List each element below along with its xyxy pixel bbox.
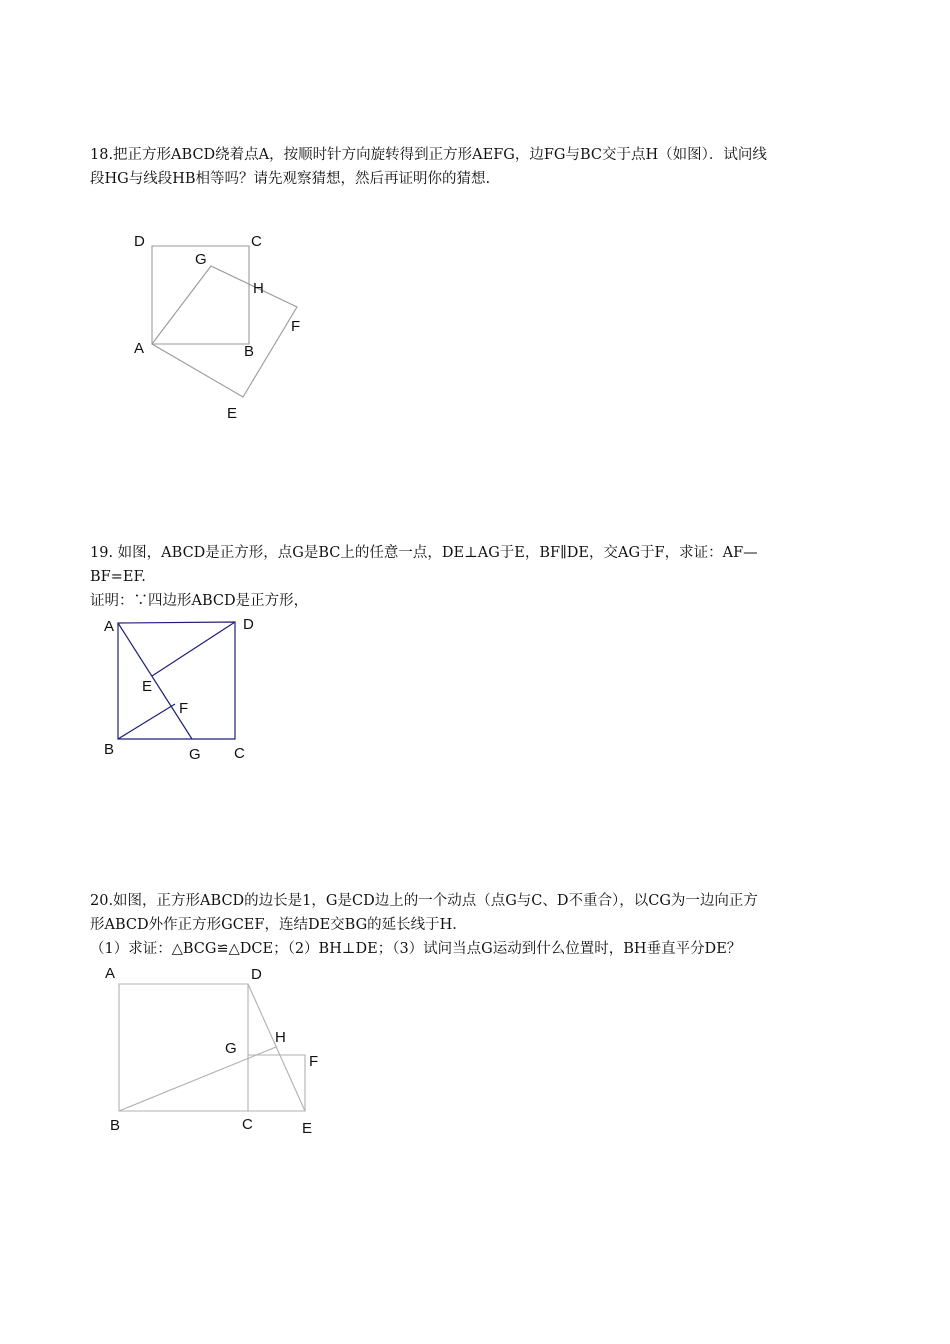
label-e-19: E <box>142 678 153 695</box>
label-b-19: B <box>104 741 115 758</box>
label-f-19: F <box>179 700 189 717</box>
label-e-20: E <box>302 1120 313 1137</box>
problem-20-line-2: 形ABCD外作正方形GCEF，连结DE交BG的延长线于H. <box>90 917 457 933</box>
problem-19-line-3: 证明：∵四边形ABCD是正方形， <box>90 593 309 609</box>
problem-20-line-3: （1）求证：△BCG≌△DCE；（2）BH⊥DE；（3）试问当点G运动到什么位置时，BH垂直平分DE？ <box>90 941 742 957</box>
label-c-18: C <box>251 233 262 250</box>
label-a-20: A <box>105 965 116 982</box>
segment-bh-20 <box>119 1047 276 1111</box>
label-e-18: E <box>227 405 238 422</box>
label-f-18: F <box>291 318 301 335</box>
label-c-19: C <box>234 745 245 762</box>
label-h-18: H <box>253 280 264 297</box>
problem-20-line-1: 20.如图，正方形ABCD的边长是1，G是CD边上的一个动点（点G与C、D不重合），以CG为一边向正方 <box>90 893 758 909</box>
label-g-19: G <box>189 746 201 763</box>
label-b-20: B <box>110 1117 121 1134</box>
label-d-19: D <box>243 616 254 633</box>
problem-18-line-1: 18.把正方形ABCD绕着点A，按顺时针方向旋转得到正方形AEFG，边FG与BC交于点H（如图）．试问线 <box>90 147 767 163</box>
label-g-20: G <box>225 1040 237 1057</box>
label-a-18: A <box>134 340 145 357</box>
label-f-20: F <box>309 1053 319 1070</box>
segment-de-20 <box>248 984 305 1111</box>
problem-19-line-2: BF=EF. <box>90 569 146 585</box>
problem-18-line-2: 段HG与线段HB相等吗？请先观察猜想，然后再证明你的猜想. <box>90 171 491 187</box>
label-d-20: D <box>251 966 262 983</box>
label-a-19: A <box>104 618 115 635</box>
label-d-18: D <box>134 233 145 250</box>
label-h-20: H <box>275 1029 286 1046</box>
problem-19-line-1: 19. 如图，ABCD是正方形，点G是BC上的任意一点，DE⊥AG于E，BF∥DE，交AG于F，求证：AF— <box>90 545 758 561</box>
label-c-20: C <box>242 1116 253 1133</box>
square-gcef-20 <box>248 1055 305 1111</box>
label-b-18: B <box>244 343 255 360</box>
label-g-18: G <box>195 251 207 268</box>
